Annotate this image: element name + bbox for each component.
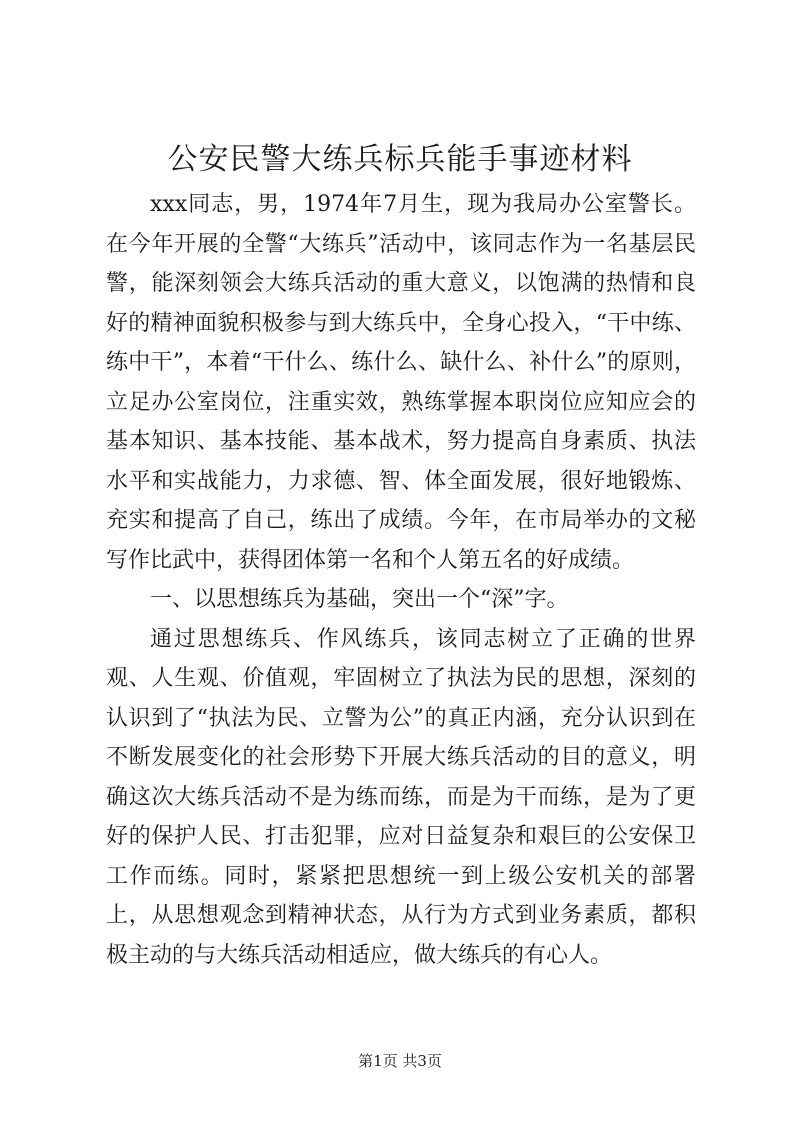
page-number-footer: 第1页 共3页 <box>358 1052 442 1070</box>
section-heading: 一、以思想练兵为基础，突出一个“深”字。 <box>150 587 569 612</box>
document-body <box>106 185 696 975</box>
document-title: 公安民警大练兵标兵能手事迹材料 <box>167 142 633 177</box>
paragraph-section-one: 通过思想练兵、作风练兵，该同志树立了正确的世界观、人生观、价值观，牢固树立了执法为民的思想，深刻的认识到了“执法为民、立警为公”的真正内涵，充分认识到在不断发展变化的社会形势下开展大练兵活动的目的意义，明确这次大练兵活动不是为练而练，而是为干而练，是为了更好的保护人民、打击犯罪，应对日益复杂和艰巨的公安保卫工作而练。同时，紧紧把思想统一到上级公安机关的部署上，从思想观念到精神状态，从行为方式到业务素质，都积极主动的与大练兵活动相适应，做大练兵的有心人。 <box>106 626 696 968</box>
paragraph-intro: xxx同志，男，1974年7月生，现为我局办公室警长。在今年开展的全警“大练兵”活动中，该同志作为一名基层民警，能深刻领会大练兵活动的重大意义，以饱满的热情和良好的精神面貌积极参与到大练兵中，全身心投入，“干中练、练中干”，本着“干什么、练什么、缺什么、补什么”的原则，立足办公室岗位，注重实效，熟练掌握本职岗位应知应会的基本知识、基本技能、基本战术，努力提高自身素质、执法水平和实战能力，力求德、智、体全面发展，很好地锻炼、充实和提高了自己，练出了成绩。今年，在市局举办的文秘写作比武中，获得团体第一名和个人第五名的好成绩。 <box>106 192 696 573</box>
